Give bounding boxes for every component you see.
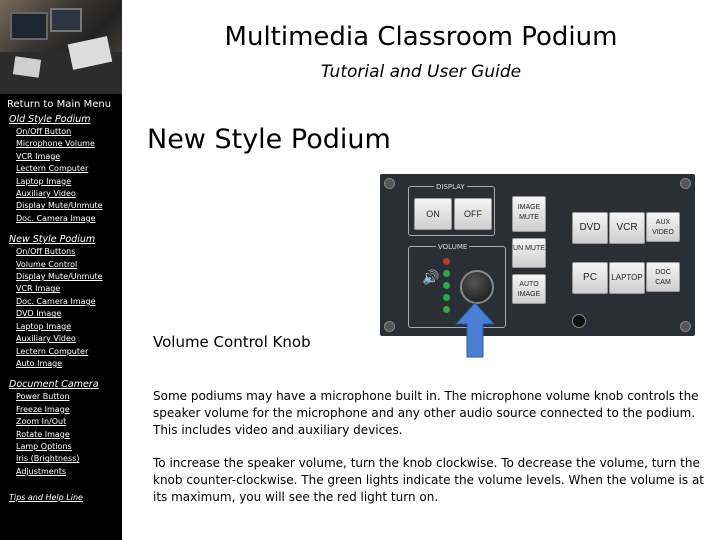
new-item-on-off[interactable]: On/Off Buttons [16,247,76,257]
old-style-podium-link[interactable]: Old Style Podium [9,114,91,125]
new-item-auxiliary-video[interactable]: Auxiliary Video [16,334,76,344]
old-item-laptop-image[interactable]: Laptop Image [16,176,72,186]
paragraph-intro: Some podiums may have a microphone built in. The microphone volume knob controls the speaker volume for the microphone and any other audio source connected to the podium. This includes video and auxiliary devices. [153,389,699,437]
pc-button: PC [572,262,608,294]
led-green [443,270,450,277]
new-item-doc-camera[interactable]: Doc. Camera Image [16,296,96,306]
old-item-on-off[interactable]: On/Off Button [16,127,72,136]
sidebar [0,0,122,540]
podium-photo [0,0,122,94]
unmute-button: UN MUTE [512,238,546,268]
led-red [443,258,450,265]
new-item-vcr-image[interactable]: VCR Image [16,284,61,294]
podium-control-panel [380,174,695,336]
doc-item-iris[interactable]: Iris (Brightness) [16,454,80,464]
new-style-podium-link[interactable]: New Style Podium [9,234,96,246]
section-heading: New Style Podium [147,124,391,155]
new-item-display-mute[interactable]: Display Mute/Unmute [16,272,103,282]
image-caption: Volume Control Knob [153,333,311,351]
vcr-button: VCR [609,212,645,244]
dvd-button: DVD [572,212,608,244]
led-green [443,294,450,301]
old-item-microphone-volume[interactable]: Microphone Volume [16,139,95,149]
pointer-arrow-icon [455,302,495,358]
paragraph-instructions: To increase the speaker volume, turn the knob clockwise. To decrease the volume, turn the knob counter-clockwise. The green lights indicate the volume levels. When the volume is at its maximum, you will see the red light turn on. [153,456,705,504]
display-on-button: ON [414,198,452,230]
old-item-vcr-image[interactable]: VCR Image [16,151,61,161]
old-item-doc-camera[interactable]: Doc. Camera Image [16,213,96,223]
volume-knob [460,270,494,304]
doc-item-freeze[interactable]: Freeze Image [16,404,70,414]
new-item-laptop-image[interactable]: Laptop Image [16,321,72,331]
page-subtitle: Tutorial and User Guide [320,62,522,82]
document-camera-link[interactable]: Document Camera [9,379,99,391]
led-green [443,282,450,289]
new-item-volume-control[interactable]: Volume Control [16,259,78,269]
sidebar-nav [0,98,122,505]
return-main-menu-link[interactable]: Return to Main Menu [7,99,112,110]
aux-video-button: AUX VIDEO [646,212,680,242]
laptop-button: LAPTOP [609,262,645,294]
display-label: DISPLAY [436,183,465,191]
doc-item-lamp[interactable]: Lamp Options [16,441,72,451]
tips-help-link[interactable]: Tips and Help Line [9,493,83,503]
auto-image-button: AUTO IMAGE [512,274,546,304]
mic-jack [572,314,586,328]
doc-item-rotate[interactable]: Rotate Image [16,429,70,439]
display-off-button: OFF [454,198,492,230]
new-item-auto-image[interactable]: Auto Image [16,358,63,368]
image-mute-button: IMAGE MUTE [512,196,546,232]
doc-cam-button: DOC CAM [646,262,680,292]
doc-item-power[interactable]: Power Button [16,392,70,402]
old-item-lectern-computer[interactable]: Lectern Computer [16,164,89,174]
led-green [443,306,450,313]
speaker-icon: 🔊 [422,270,440,286]
new-item-dvd-image[interactable]: DVD Image [16,309,62,319]
old-item-display-mute[interactable]: Display Mute/Unmute [16,201,103,211]
new-item-lectern-computer[interactable]: Lectern Computer [16,346,89,356]
doc-item-zoom[interactable]: Zoom In/Out [16,417,67,427]
old-item-auxiliary-video[interactable]: Auxiliary Video [16,189,76,199]
volume-label: VOLUME [438,243,468,251]
doc-item-adjustments[interactable]: Adjustments [16,466,67,476]
page-title: Multimedia Classroom Podium [224,22,618,52]
